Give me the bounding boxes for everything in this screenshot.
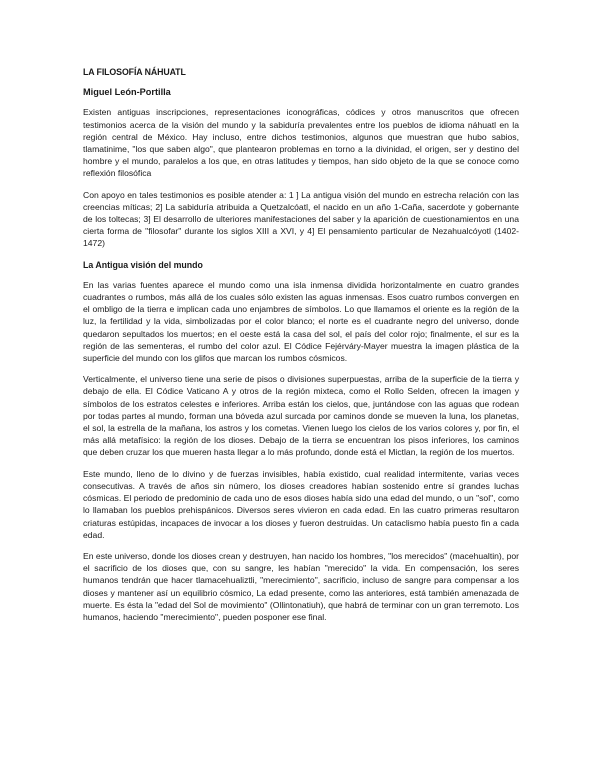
section-paragraph: En las varias fuentes aparece el mundo como una isla inmensa dividida horizontalmente en cuatro grandes cuadrantes o rumbos, más allá de los cuales sólo existen las aguas inmensas. Esos cuatro rumbos convergen en el ombligo de la tierra e implican cada uno enjambres de símbolos. Lo que llamamos el oriente es la región de la luz, la fertilidad y la vida, simbolizadas por el color blanco; el norte es el cuadrante negro del universo, donde quedaron sepultados los muertos; en el oeste está la casa del sol, el país del color rojo; finalmente, el sur es la región de las sementeras, el rumbo del color azul. El Códice Fejérváry-Mayer muestra la imagen plástica de la superficie del mundo con los glifos que marcan los rumbos cósmicos. [83,279,519,364]
section-heading: La Antigua visión del mundo [83,259,203,270]
document-title: LA FILOSOFÍA NÁHUATL [83,67,186,77]
section-paragraph: Este mundo, lleno de lo divino y de fuerzas invisibles, había existido, cual realidad intermitente, varias veces consecutivas. A través de años sin número, los dioses creadores habían sostenido entre sí grandes luchas cósmicas. El periodo de predominio de cada uno de esos dioses había sido una edad del mundo, o un "sol", como lo llamaban los pueblos prehispánicos. Diversos seres vivieron en cada edad. En las cuatro primeras resultaron criaturas estúpidas, incapaces de invocar a los dioses y fueron destruidas. Un cataclismo había puesto fin a cada edad. [83,468,519,540]
intro-paragraph: Existen antiguas inscripciones, representaciones iconográficas, códices y otros manuscritos que ofrecen testimonios acerca de la visión del mundo y la sabiduría prevalentes entre los pueblos de idioma náhuatl en la región central de México. Hay incluso, entre dichos testimonios, algunos que muestran que hubo sabios, tlamatinime, "los que saben algo", que plantearon problemas en torno a la divinidad, el origen, ser y destino del hombre y el mundo, paralelos a los que, en otras latitudes y tiempos, han sido objeto de la que se conoce como reflexión filosófica [83,107,519,179]
intro-paragraph: Con apoyo en tales testimonios es posible atender a: 1 ] La antigua visión del mundo en estrecha relación con las creencias míticas; 2] La sabiduría atribuida a Quetzalcóatl, el nacido en un año 1-Caña, sacerdote y gobernante de los toltecas; 3] El desarrollo de ulteriores manifestaciones del saber y la aparición de cuestionamientos en una cierta forma de "filosofar" durante los siglos XIII a XVI, y 4] El pensamiento particular de Nezahualcóyotl (1402-1472) [83,189,519,249]
document-page [83,66,519,632]
document-author: Miguel León-Portilla [83,87,171,98]
section-paragraph: Verticalmente, el universo tiene una serie de pisos o divisiones superpuestas, arriba de la superficie de la tierra y debajo de ella. El Códice Vaticano A y otros de la región mixteca, como el Rollo Selden, ofrecen la imagen y símbolos de los estratos celestes e inferiores. Arriba están los cielos, que, juntándose con las aguas que rodean por todas partes al mundo, forman una bóveda azul surcada por caminos donde se mueven la luna, los planetas, el sol, la estrella de la mañana, los astros y los cometas. Vienen luego los cielos de los varios colores y, por fin, el más allá metafísico: la región de los dioses. Debajo de la tierra se encuentran los pisos inferiores, los caminos que deben cruzar los que mueren hasta llegar a lo más profundo, donde está el Mictlan, la región de los muertos. [83,374,519,458]
section-paragraph: En este universo, donde los dioses crean y destruyen, han nacido los hombres, "los merecidos" (macehualtin), por el sacrificio de los dioses que, con su sangre, les habían "merecido" la vida. En compensación, los seres humanos tendrán que hacer tlamacehualiztli, "merecimiento", sacrificio, incluso de sangre para compensar a los dioses y mantener así un equilibrio cósmico, La edad presente, como las anteriores, está también amenazada de muerte. Es ésta la "edad del Sol de movimiento" (Ollintonatiuh), que habrá de terminar con un gran terremoto. Los humanos, haciendo "merecimiento", pueden posponer ese final. [83,550,519,622]
